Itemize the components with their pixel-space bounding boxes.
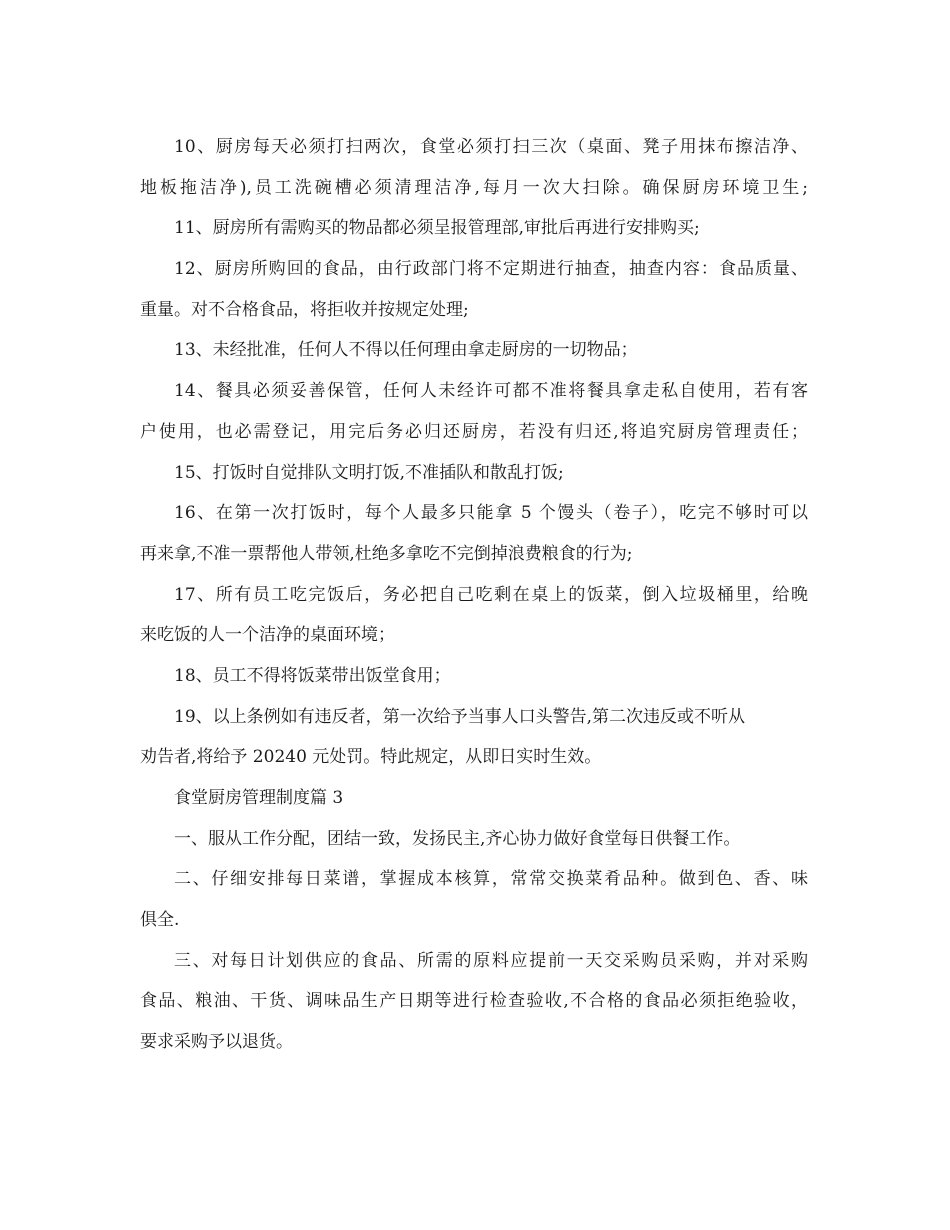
rule-11-line-1: 11、厨房所有需购买的物品都必须呈报管理部,审批后再进行安排购买; <box>174 218 700 239</box>
item-2-line-1: 二、仔细安排每日菜谱，掌握成本核算，常常交换菜肴品种。做到色、香、味 <box>174 869 808 890</box>
rule-16-line-1: 16、在第一次打饭时，每个人最多只能拿 5 个馒头（卷子），吃完不够时可以 <box>174 503 808 524</box>
rule-10-line-2: 地板拖洁净),员工洗碗槽必须清理洁净,每月一次大扫除。确保厨房环境卫生; <box>140 177 808 198</box>
section-heading: 食堂厨房管理制度篇 3 <box>174 788 344 808</box>
rule-17-line-2: 来吃饭的人一个洁净的桌面环境； <box>140 625 395 646</box>
rule-13-line-1: 13、未经批准，任何人不得以任何理由拿走厨房的一切物品； <box>174 340 638 361</box>
rule-18-line-1: 18、员工不得将饭菜带出饭堂食用； <box>174 665 451 686</box>
rule-19-line-2: 劝告者,将给予 20240 元处罚。特此规定，从即日实时生效。 <box>140 747 602 768</box>
rule-19-line-1: 19、以上条例如有违反者，第一次给予当事人口头警告,第二次违反或不听从 <box>174 706 746 727</box>
rule-12-line-2: 重量。对不合格食品，将拒收并按规定处理; <box>140 299 469 320</box>
item-3-line-3: 要求采购予以退货。 <box>140 1032 293 1053</box>
rule-15-line-1: 15、打饭时自觉排队文明打饭,不准插队和散乱打饭; <box>174 462 564 483</box>
rule-14-line-1: 14、餐具必须妥善保管，任何人未经许可都不准将餐具拿走私自使用，若有客 <box>174 381 808 402</box>
rule-16-line-2: 再来拿,不准一票帮他人带领,杜绝多拿吃不完倒掉浪费粮食的行为; <box>140 543 633 564</box>
document-body <box>140 127 808 1063</box>
item-3-line-1: 三、对每日计划供应的食品、所需的原料应提前一天交采购员采购，并对采购 <box>174 950 808 971</box>
rule-17-line-1: 17、所有员工吃完饭后，务必把自己吃剩在桌上的饭菜，倒入垃圾桶里，给晚 <box>174 584 808 605</box>
item-3-line-2: 食品、粮油、干货、调味品生产日期等进行检查验收,不合格的食品必须拒绝验收， <box>140 991 808 1012</box>
rule-10-line-1: 10、厨房每天必须打扫两次，食堂必须打扫三次（桌面、凳子用抹布擦洁净、 <box>174 137 808 157</box>
rule-12-line-1: 12、厨房所购回的食品，由行政部门将不定期进行抽查，抽查内容：食品质量、 <box>174 259 808 280</box>
rule-14-line-2: 户使用，也必需登记，用完后务必归还厨房，若没有归还,将追究厨房管理责任； <box>140 421 808 442</box>
item-2-line-2: 俱全. <box>140 910 180 931</box>
item-1-line-1: 一、服从工作分配，团结一致，发扬民主,齐心协力做好食堂每日供餐工作。 <box>174 828 741 849</box>
